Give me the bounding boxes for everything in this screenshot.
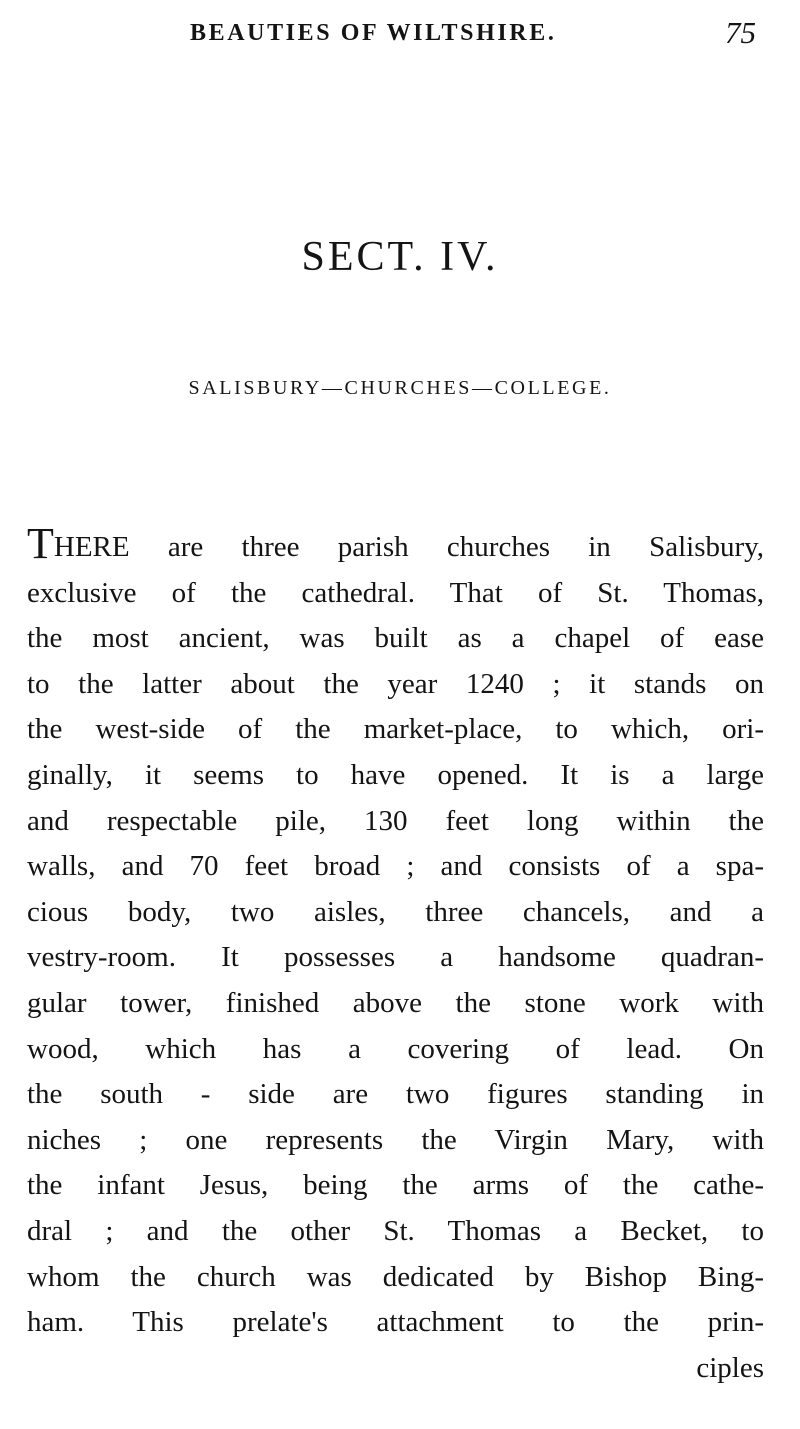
text-line: the south - side are two figures standing in bbox=[27, 1078, 764, 1111]
text-line: niches ; one represents the Virgin Mary, with bbox=[27, 1123, 764, 1156]
section-title: SECT. IV. bbox=[301, 234, 499, 280]
text-line bbox=[27, 519, 764, 571]
text-line: exclusive of the cathedral. That of St. Thomas, bbox=[27, 576, 764, 609]
drop-cap: T bbox=[27, 519, 54, 568]
text-line: the west-side of the market-place, to which, ori- bbox=[27, 713, 764, 746]
text-line: dral ; and the other St. Thomas a Becket, to bbox=[27, 1214, 764, 1247]
running-head bbox=[0, 15, 800, 58]
text-line: gular tower, finished above the stone work with bbox=[27, 986, 764, 1019]
text-line: walls, and 70 feet broad ; and consists of a spa- bbox=[27, 850, 764, 883]
text-line-content: HERE are three parish churches in Salisbury, bbox=[53, 531, 764, 563]
text-line: ginally, it seems to have opened. It is a large bbox=[27, 758, 764, 791]
page-number: 75 bbox=[725, 15, 756, 50]
text-line: ham. This prelate's attachment to the prin- bbox=[27, 1306, 764, 1339]
section-subtitle: SALISBURY—CHURCHES—COLLEGE. bbox=[188, 377, 612, 399]
text-line: to the latter about the year 1240 ; it stands on bbox=[27, 667, 764, 700]
text-line: cious body, two aisles, three chancels, and a bbox=[27, 895, 764, 928]
text-line: vestry-room. It possesses a handsome quadran- bbox=[27, 941, 764, 974]
text-line: whom the church was dedicated by Bishop Bing- bbox=[27, 1260, 764, 1293]
text-line: the most ancient, was built as a chapel of ease bbox=[27, 622, 764, 655]
text-line: wood, which has a covering of lead. On bbox=[27, 1032, 764, 1065]
text-line: the infant Jesus, being the arms of the cathe- bbox=[27, 1169, 764, 1202]
catchword: ciples bbox=[696, 1351, 764, 1384]
running-title: BEAUTIES OF WILTSHIRE. bbox=[190, 20, 557, 46]
body-text bbox=[27, 519, 764, 1391]
text-line: and respectable pile, 130 feet long within the bbox=[27, 804, 764, 837]
